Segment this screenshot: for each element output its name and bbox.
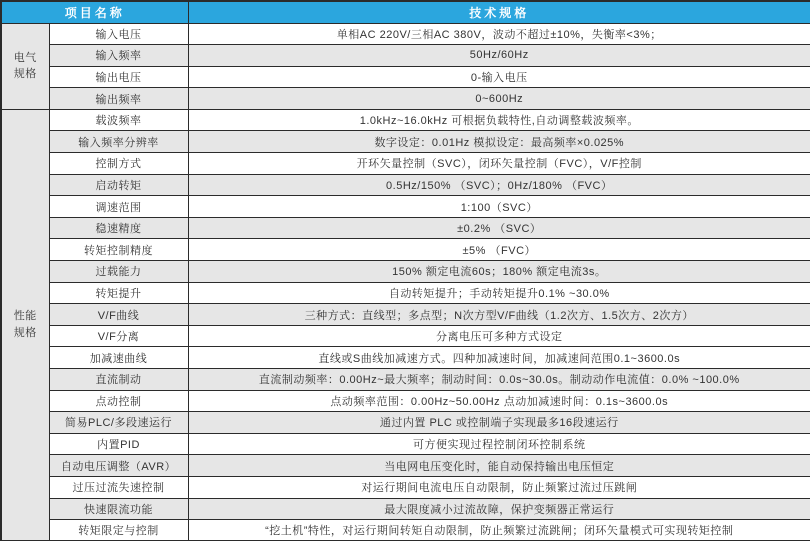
- spec-value-cell: 0-输入电压: [188, 66, 810, 88]
- spec-value-cell: 三种方式：直线型；多点型；N次方型V/F曲线（1.2次方、1.5次方、2次方）: [188, 304, 810, 326]
- table-row: [1, 325, 810, 347]
- table-row: [1, 239, 810, 261]
- table-row: [1, 131, 810, 153]
- table-row: [1, 520, 810, 541]
- spec-value-cell: 数字设定：0.01Hz 模拟设定：最高频率×0.025%: [188, 131, 810, 153]
- spec-item-cell: 过压过流失速控制: [49, 476, 188, 498]
- header-row: [1, 1, 810, 23]
- spec-value-cell: 点动频率范围：0.00Hz~50.00Hz 点动加减速时间：0.1s~3600.0s: [188, 390, 810, 412]
- spec-item-cell: 点动控制: [49, 390, 188, 412]
- table-row: [1, 196, 810, 218]
- spec-item-cell: 启动转矩: [49, 174, 188, 196]
- table-row: [1, 282, 810, 304]
- spec-item-cell: 输入频率分辨率: [49, 131, 188, 153]
- table-row: [1, 174, 810, 196]
- spec-item-cell: 内置PID: [49, 433, 188, 455]
- spec-item-cell: V/F曲线: [49, 304, 188, 326]
- spec-item-cell: 输入电压: [49, 23, 188, 45]
- header-tech-spec: 技术规格: [188, 1, 810, 23]
- spec-item-cell: 转矩控制精度: [49, 239, 188, 261]
- table-row: [1, 109, 810, 131]
- spec-value-cell: 0.5Hz/150% （SVC）；0Hz/180% （FVC）: [188, 174, 810, 196]
- spec-value-cell: 1.0kHz~16.0kHz 可根据负载特性,自动调整载波频率。: [188, 109, 810, 131]
- spec-value-cell: 0~600Hz: [188, 88, 810, 110]
- table-row: [1, 217, 810, 239]
- table-row: [1, 88, 810, 110]
- spec-item-cell: V/F分离: [49, 325, 188, 347]
- table-row: [1, 153, 810, 175]
- table-row: [1, 390, 810, 412]
- spec-value-cell: 通过内置 PLC 或控制端子实现最多16段速运行: [188, 412, 810, 434]
- spec-item-cell: 调速范围: [49, 196, 188, 218]
- spec-value-cell: 自动转矩提升；手动转矩提升0.1% ~30.0%: [188, 282, 810, 304]
- spec-value-cell: ±5% （FVC）: [188, 239, 810, 261]
- spec-value-cell: 当电网电压变化时，能自动保持输出电压恒定: [188, 455, 810, 477]
- table-row: [1, 412, 810, 434]
- spec-value-cell: 单相AC 220V/三相AC 380V，波动不超过±10%，失衡率<3%；: [188, 23, 810, 45]
- table-row: [1, 66, 810, 88]
- spec-item-cell: 过载能力: [49, 261, 188, 283]
- spec-item-cell: 输出电压: [49, 66, 188, 88]
- spec-item-cell: 载波频率: [49, 109, 188, 131]
- spec-value-cell: 对运行期间电流电压自动限制，防止频繁过流过压跳闸: [188, 476, 810, 498]
- table-row: [1, 347, 810, 369]
- spec-item-cell: 转矩限定与控制: [49, 520, 188, 541]
- spec-item-cell: 简易PLC/多段速运行: [49, 412, 188, 434]
- table-row: [1, 476, 810, 498]
- spec-item-cell: 自动电压调整（AVR）: [49, 455, 188, 477]
- table-row: [1, 23, 810, 45]
- spec-item-cell: 直流制动: [49, 369, 188, 391]
- spec-value-cell: 50Hz/60Hz: [188, 45, 810, 67]
- table-row: [1, 498, 810, 520]
- table-row: [1, 455, 810, 477]
- spec-value-cell: 分离电压可多种方式设定: [188, 325, 810, 347]
- spec-item-cell: 稳速精度: [49, 217, 188, 239]
- spec-value-cell: “挖土机”特性，对运行期间转矩自动限制，防止频繁过流跳闸；闭环矢量模式可实现转矩控制: [188, 520, 810, 541]
- spec-value-cell: 可方便实现过程控制闭环控制系统: [188, 433, 810, 455]
- spec-value-cell: 开环矢量控制（SVC），闭环矢量控制（FVC），V/F控制: [188, 153, 810, 175]
- spec-item-cell: 加减速曲线: [49, 347, 188, 369]
- table-row: [1, 261, 810, 283]
- spec-item-cell: 控制方式: [49, 153, 188, 175]
- spec-value-cell: 直流制动频率：0.00Hz~最大频率；制动时间：0.0s~30.0s。制动动作电流值：0.0% ~100.0%: [188, 369, 810, 391]
- table-row: [1, 45, 810, 67]
- spec-value-cell: 1:100（SVC）: [188, 196, 810, 218]
- header-project-name: 项目名称: [1, 1, 188, 23]
- table-row: [1, 304, 810, 326]
- spec-value-cell: 直线或S曲线加减速方式。四种加减速时间，加减速间范围0.1~3600.0s: [188, 347, 810, 369]
- table-row: [1, 369, 810, 391]
- group-label-electrical: 电气 规格: [1, 23, 49, 109]
- spec-item-cell: 输入频率: [49, 45, 188, 67]
- group-label-performance: 性能 规格: [1, 109, 49, 541]
- spec-value-cell: 150% 额定电流60s；180% 额定电流3s。: [188, 261, 810, 283]
- spec-table-header: [1, 1, 810, 23]
- spec-table-body: [1, 23, 810, 541]
- table-row: [1, 433, 810, 455]
- spec-value-cell: ±0.2% （SVC）: [188, 217, 810, 239]
- spec-value-cell: 最大限度减小过流故障，保护变频器正常运行: [188, 498, 810, 520]
- spec-item-cell: 快速限流功能: [49, 498, 188, 520]
- spec-item-cell: 输出频率: [49, 88, 188, 110]
- spec-item-cell: 转矩提升: [49, 282, 188, 304]
